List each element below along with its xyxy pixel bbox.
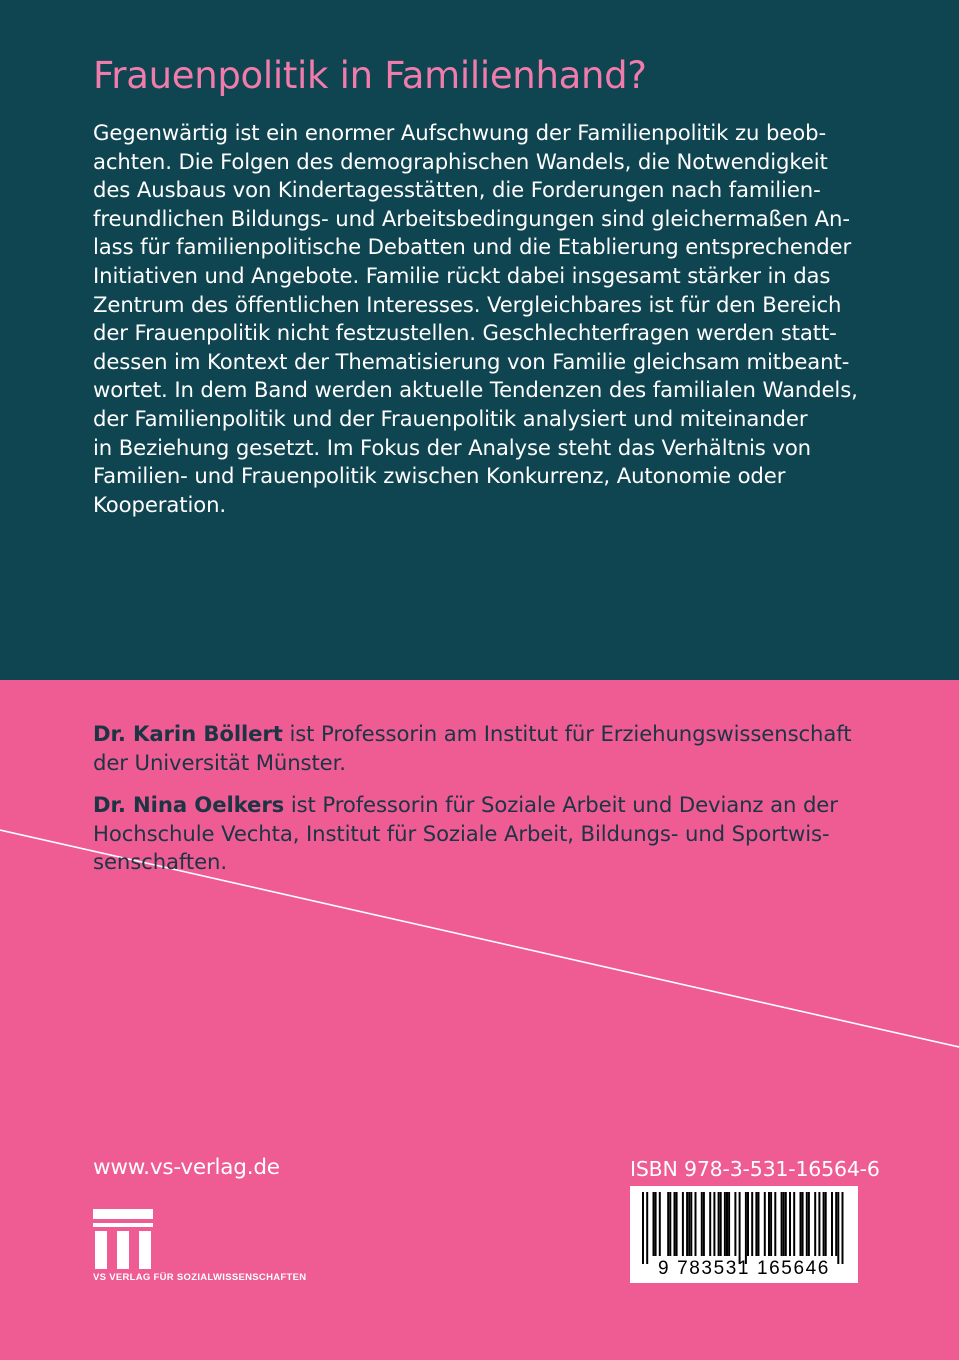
blurb-line: der Frauenpolitik nicht festzustellen. Geschlechterfragen werden statt- [93,320,837,346]
blurb-line: Gegenwärtig ist ein enormer Aufschwung der Familienpolitik zu beob- [93,120,826,145]
blurb-line: der Familienpolitik und der Frauenpolitik analysiert und miteinander [93,405,808,431]
blurb-line: Initiativen und Angebote. Familie rückt dabei insgesamt stärker in das [93,262,831,288]
author-bio-text: ist Professorin für Soziale Arbeit und Devianz an der [284,792,838,817]
vs-verlag-logo-icon [93,1209,153,1269]
blurb-line: Kooperation. [93,491,227,517]
author-bio-boellert [93,720,873,777]
author-name: Dr. Karin Böllert [93,721,283,746]
isbn-number: ISBN 978-3-531-16564-6 [630,1157,880,1181]
publisher-website: www.vs-verlag.de [93,1155,280,1180]
author-bio-line [93,720,873,749]
blurb-line: wortet. In dem Band werden aktuelle Tendenzen des familialen Wandels, [93,377,858,403]
author-bio-line: senschaften. [93,849,227,875]
publisher-logo-text: VS VERLAG FÜR SOZIALWISSENSCHAFTEN [93,1272,307,1283]
blurb-line: in Beziehung gesetzt. Im Fokus der Analyse steht das Verhältnis von [93,434,812,460]
blurb-line: lass für familienpolitische Debatten und die Etablierung entsprechender [93,234,852,260]
author-bio-text: ist Professorin am Institut für Erziehungswissenschaft [282,721,852,746]
author-name: Dr. Nina Oelkers [93,792,285,817]
ean-barcode-icon [630,1186,858,1283]
author-bio-line [93,791,873,820]
book-title: Frauenpolitik in Familienhand? [93,54,647,97]
blurb-line: achten. Die Folgen des demographischen Wandels, die Notwendigkeit [93,148,828,174]
author-bio-line: der Universität Münster. [93,749,346,775]
author-bio-oelkers [93,791,873,877]
blurb-line: Zentrum des öffentlichen Interesses. Vergleichbares ist für den Bereich [93,291,842,317]
blurb-line: dessen im Kontext der Thematisierung von Familie gleichsam mitbeant- [93,348,850,374]
book-blurb [93,119,863,519]
blurb-line: freundlichen Bildungs- und Arbeitsbedingungen sind gleichermaßen An- [93,205,850,231]
author-bio-line: Hochschule Vechta, Institut für Soziale Arbeit, Bildungs- und Sportwis- [93,820,830,846]
blurb-line: des Ausbaus von Kindertagesstätten, die Forderungen nach familien- [93,177,821,203]
barcode-digits: 9 783531 165646 [658,1258,830,1279]
blurb-line: Familien- und Frauenpolitik zwischen Konkurrenz, Autonomie oder [93,463,786,489]
